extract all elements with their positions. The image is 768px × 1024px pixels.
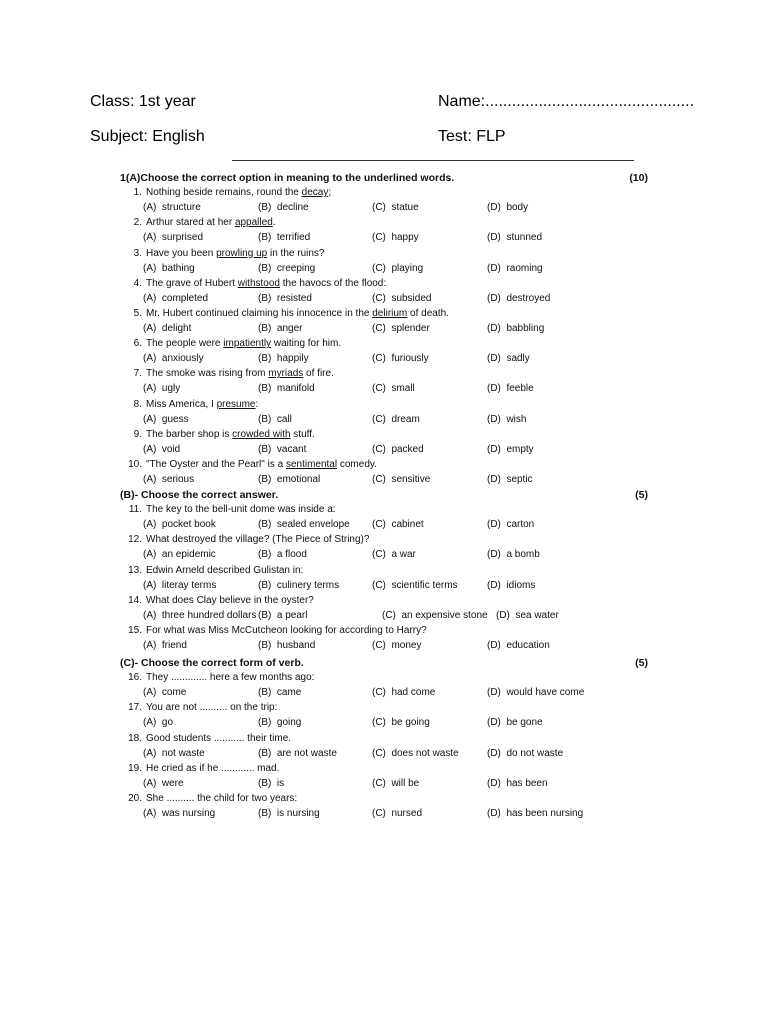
answer-option[interactable]: (A) literay terms bbox=[143, 579, 217, 591]
answer-option[interactable]: (D) feeble bbox=[487, 383, 534, 395]
answer-option[interactable]: (C) sensitive bbox=[372, 474, 431, 485]
question-number: 8. bbox=[133, 398, 142, 410]
underlined-word: prowling up bbox=[216, 247, 268, 259]
options-row bbox=[143, 414, 643, 428]
answer-option[interactable]: (C) scientific terms bbox=[372, 579, 458, 591]
underlined-word: presume bbox=[216, 398, 256, 410]
underlined-word: decay bbox=[301, 187, 329, 199]
answer-option[interactable]: (C) dream bbox=[372, 413, 420, 425]
question-number: 14. bbox=[128, 594, 142, 606]
section-title: 1(A)Choose the correct option in meaning to the underlined words. bbox=[120, 172, 455, 184]
class-label: Class: 1st year bbox=[90, 93, 196, 110]
question-number: 12. bbox=[128, 534, 142, 546]
question-number: 4. bbox=[133, 277, 142, 289]
question-text bbox=[120, 702, 620, 713]
section-marks: (5) bbox=[635, 489, 648, 501]
answer-option[interactable]: (A) were bbox=[143, 777, 184, 789]
options-row bbox=[143, 383, 643, 397]
question-text bbox=[120, 625, 620, 636]
section-title: (B)- Choose the correct answer. bbox=[120, 489, 279, 501]
section-marks: (10) bbox=[629, 172, 648, 184]
answer-option[interactable]: (A) come bbox=[143, 687, 187, 699]
question-stem-end: the havocs of the flood: bbox=[279, 277, 387, 289]
question-number: 5. bbox=[133, 307, 142, 319]
answer-option[interactable]: (C) cabinet bbox=[372, 519, 424, 531]
question-stem: The key to the bell-unit dome was inside a: bbox=[146, 504, 336, 516]
answer-option[interactable]: (D) be gone bbox=[487, 717, 543, 729]
options-row bbox=[143, 444, 643, 458]
answer-option[interactable]: (B) emotional bbox=[258, 474, 321, 485]
section-marks: (5) bbox=[635, 657, 648, 669]
question-number: 6. bbox=[133, 338, 142, 350]
question-stem: What destroyed the village? (The Piece of String)? bbox=[146, 534, 370, 546]
answer-option[interactable]: (C) does not waste bbox=[372, 747, 459, 759]
options-row bbox=[143, 717, 643, 731]
answer-option[interactable]: (D) septic bbox=[487, 474, 533, 485]
answer-option[interactable]: (B) a pearl bbox=[258, 609, 308, 621]
underlined-word: delirium bbox=[372, 307, 408, 319]
answer-option[interactable]: (D) raoming bbox=[487, 262, 543, 274]
question-text bbox=[120, 217, 620, 228]
question-stem: What does Clay believe in the oyster? bbox=[146, 594, 314, 606]
question-stem: He cried as if he ............ mad. bbox=[146, 762, 280, 774]
answer-option[interactable]: (C) playing bbox=[372, 262, 424, 274]
question-stem: Miss America, I bbox=[146, 398, 217, 410]
question-stem: Edwin Arneld described Gulistan in: bbox=[146, 564, 304, 576]
question-stem: For what was Miss McCutcheon looking for according to Harry? bbox=[146, 624, 427, 636]
options-row bbox=[143, 610, 643, 624]
answer-option[interactable]: (B) came bbox=[258, 687, 302, 699]
header-divider bbox=[232, 160, 634, 161]
question-stem: "The Oyster and the Pearl" is a bbox=[146, 458, 286, 470]
answer-option[interactable]: (D) education bbox=[487, 640, 550, 651]
answer-option[interactable]: (A) bathing bbox=[143, 262, 195, 274]
question-stem: They ............. here a few months ago: bbox=[146, 672, 315, 684]
question-stem: The smoke was rising from bbox=[146, 368, 269, 380]
question-number: 18. bbox=[128, 732, 142, 744]
underlined-word: crowded with bbox=[232, 428, 291, 440]
question-number: 2. bbox=[133, 217, 142, 229]
answer-option[interactable]: (A) was nursing bbox=[143, 808, 216, 819]
answer-option[interactable]: (C) an expensive stone bbox=[382, 609, 488, 621]
options-row bbox=[143, 263, 643, 277]
answer-option[interactable]: (B) culinery terms bbox=[258, 579, 340, 591]
question-stem-end: : bbox=[255, 398, 259, 410]
answer-option[interactable]: (D) sea water bbox=[496, 609, 559, 621]
answer-option[interactable]: (A) completed bbox=[143, 292, 209, 304]
options-row bbox=[143, 293, 643, 307]
answer-option[interactable]: (B) a flood bbox=[258, 549, 307, 561]
answer-option[interactable]: (B) happily bbox=[258, 353, 309, 365]
options-row bbox=[143, 808, 643, 822]
options-row bbox=[143, 549, 643, 563]
answer-option[interactable]: (C) statue bbox=[372, 202, 419, 214]
answer-option[interactable]: (B) are not waste bbox=[258, 747, 337, 759]
question-text bbox=[120, 278, 620, 289]
question-stem: Arthur stared at her bbox=[146, 217, 235, 229]
answer-option[interactable]: (B) going bbox=[258, 717, 302, 729]
question-stem-end: comedy. bbox=[337, 458, 377, 470]
answer-option[interactable]: (B) vacant bbox=[258, 443, 307, 455]
answer-option[interactable]: (C) splender bbox=[372, 323, 430, 334]
answer-option[interactable]: (A) three hundred dollars bbox=[143, 609, 257, 621]
question-stem: Have you been bbox=[146, 247, 217, 259]
question-text bbox=[120, 565, 620, 576]
answer-option[interactable]: (D) has been bbox=[487, 777, 548, 789]
answer-option[interactable]: (D) idioms bbox=[487, 579, 536, 591]
options-row bbox=[143, 580, 643, 594]
answer-option[interactable]: (B) call bbox=[258, 413, 292, 425]
options-row bbox=[143, 778, 643, 792]
question-stem-end: of fire. bbox=[303, 368, 334, 380]
answer-option[interactable]: (B) manifold bbox=[258, 383, 315, 395]
answer-option[interactable]: (A) ugly bbox=[143, 383, 181, 395]
question-text bbox=[120, 248, 620, 259]
underlined-word: sentimental bbox=[285, 458, 338, 470]
question-stem: Good students ........... their time. bbox=[146, 732, 292, 744]
question-stem: The people were bbox=[146, 338, 224, 350]
question-number: 11. bbox=[128, 504, 142, 516]
question-text bbox=[120, 504, 620, 515]
answer-option[interactable]: (C) happy bbox=[372, 232, 419, 244]
answer-option[interactable]: (D) destroyed bbox=[487, 292, 551, 304]
answer-option[interactable]: (D) empty bbox=[487, 443, 534, 455]
question-number: 13. bbox=[128, 564, 142, 576]
answer-option[interactable]: (A) surprised bbox=[143, 232, 204, 244]
question-number: 17. bbox=[128, 702, 142, 714]
answer-option[interactable]: (D) would have come bbox=[487, 687, 585, 699]
answer-option[interactable]: (C) nursed bbox=[372, 808, 423, 819]
question-stem: You are not .......... on the trip: bbox=[146, 702, 278, 714]
question-stem-end: . bbox=[272, 217, 276, 229]
question-number: 15. bbox=[128, 624, 142, 636]
options-row bbox=[143, 748, 643, 762]
question-stem-end: stuff. bbox=[290, 428, 315, 440]
question-text bbox=[120, 429, 620, 440]
answer-option[interactable]: (A) an epidemic bbox=[143, 549, 216, 561]
answer-option[interactable]: (A) friend bbox=[143, 640, 187, 651]
answer-option[interactable]: (C) had come bbox=[372, 687, 436, 699]
question-number: 19. bbox=[128, 762, 142, 774]
question-text bbox=[120, 534, 620, 545]
question-text bbox=[120, 308, 620, 319]
answer-option[interactable]: (C) a war bbox=[372, 549, 416, 561]
section-heading bbox=[120, 657, 648, 669]
question-number: 1. bbox=[133, 187, 142, 199]
section-heading bbox=[120, 172, 648, 184]
answer-option[interactable]: (B) resisted bbox=[258, 292, 312, 304]
options-row bbox=[143, 640, 643, 654]
question-stem-end: of death. bbox=[407, 307, 449, 319]
answer-option[interactable]: (D) carton bbox=[487, 519, 535, 531]
question-stem: She .......... the child for two years: bbox=[146, 792, 298, 804]
answer-option[interactable]: (B) sealed envelope bbox=[258, 519, 350, 531]
answer-option[interactable]: (B) is nursing bbox=[258, 808, 320, 819]
answer-option[interactable]: (D) body bbox=[487, 202, 529, 214]
answer-option[interactable]: (C) money bbox=[372, 640, 422, 651]
question-stem-end: ; bbox=[328, 187, 332, 199]
options-row bbox=[143, 202, 643, 216]
question-number: 16. bbox=[128, 672, 142, 684]
underlined-word: withstood bbox=[237, 277, 280, 289]
question-stem: Nothing beside remains, round the bbox=[146, 187, 302, 199]
answer-option[interactable]: (D) stunned bbox=[487, 232, 543, 244]
answer-option[interactable]: (B) is bbox=[258, 777, 285, 789]
answer-option[interactable]: (D) has been nursing bbox=[487, 808, 584, 819]
answer-option[interactable]: (C) will be bbox=[372, 777, 420, 789]
answer-option[interactable]: (B) creeping bbox=[258, 262, 316, 274]
answer-option[interactable]: (A) anxiously bbox=[143, 353, 204, 365]
question-stem-end: waiting for him. bbox=[271, 338, 342, 350]
options-row bbox=[143, 232, 643, 246]
question-text bbox=[120, 399, 620, 410]
answer-option[interactable]: (A) guess bbox=[143, 413, 189, 425]
answer-option[interactable]: (A) pocket book bbox=[143, 519, 216, 531]
underlined-word: impatiently bbox=[223, 338, 272, 350]
answer-option[interactable]: (C) packed bbox=[372, 443, 424, 455]
answer-option[interactable]: (C) small bbox=[372, 383, 415, 395]
answer-option[interactable]: (A) delight bbox=[143, 323, 192, 334]
subject-label: Subject: English bbox=[90, 128, 205, 145]
answer-option[interactable]: (A) not waste bbox=[143, 747, 205, 759]
answer-option[interactable]: (B) husband bbox=[258, 640, 316, 651]
question-text bbox=[120, 459, 620, 470]
answer-option[interactable]: (B) anger bbox=[258, 323, 303, 334]
question-text bbox=[120, 672, 620, 683]
options-row bbox=[143, 474, 643, 488]
underlined-word: myriads bbox=[268, 368, 304, 380]
question-stem: The grave of Hubert bbox=[146, 277, 238, 289]
answer-option[interactable]: (D) a bomb bbox=[487, 549, 540, 561]
answer-option[interactable]: (A) structure bbox=[143, 202, 201, 214]
question-text bbox=[120, 368, 620, 379]
answer-option[interactable]: (A) go bbox=[143, 717, 174, 729]
options-row bbox=[143, 687, 643, 701]
answer-option[interactable]: (C) subsided bbox=[372, 292, 432, 304]
answer-option[interactable]: (B) terrified bbox=[258, 232, 311, 244]
question-number: 3. bbox=[133, 247, 142, 259]
answer-option[interactable]: (A) void bbox=[143, 443, 181, 455]
options-row bbox=[143, 519, 643, 533]
question-text bbox=[120, 793, 620, 804]
question-stem: The barber shop is bbox=[146, 428, 233, 440]
question-number: 7. bbox=[133, 368, 142, 380]
options-row bbox=[143, 353, 643, 367]
answer-option[interactable]: (D) wish bbox=[487, 413, 527, 425]
answer-option[interactable]: (C) be going bbox=[372, 717, 430, 729]
test-label: Test: FLP bbox=[438, 128, 506, 145]
answer-option[interactable]: (D) babbling bbox=[487, 323, 545, 334]
answer-option[interactable]: (B) decline bbox=[258, 202, 309, 214]
question-text bbox=[120, 733, 620, 744]
underlined-word: appalled bbox=[234, 217, 273, 229]
question-stem: Mr. Hubert continued claiming his innocence in the bbox=[146, 307, 373, 319]
section-heading bbox=[120, 489, 648, 501]
question-text bbox=[120, 187, 620, 198]
answer-option[interactable]: (D) do not waste bbox=[487, 747, 564, 759]
question-number: 9. bbox=[133, 428, 142, 440]
options-row bbox=[143, 323, 643, 337]
question-stem-end: in the ruins? bbox=[267, 247, 325, 259]
question-text bbox=[120, 763, 620, 774]
name-field-label: Name:............................................... bbox=[438, 93, 695, 110]
answer-option[interactable]: (C) furiously bbox=[372, 353, 429, 365]
answer-option[interactable]: (A) serious bbox=[143, 474, 195, 485]
question-text bbox=[120, 338, 620, 349]
answer-option[interactable]: (D) sadly bbox=[487, 353, 530, 365]
question-text bbox=[120, 595, 620, 606]
section-title: (C)- Choose the correct form of verb. bbox=[120, 657, 304, 669]
question-number: 20. bbox=[128, 792, 142, 804]
question-number: 10. bbox=[128, 458, 142, 470]
